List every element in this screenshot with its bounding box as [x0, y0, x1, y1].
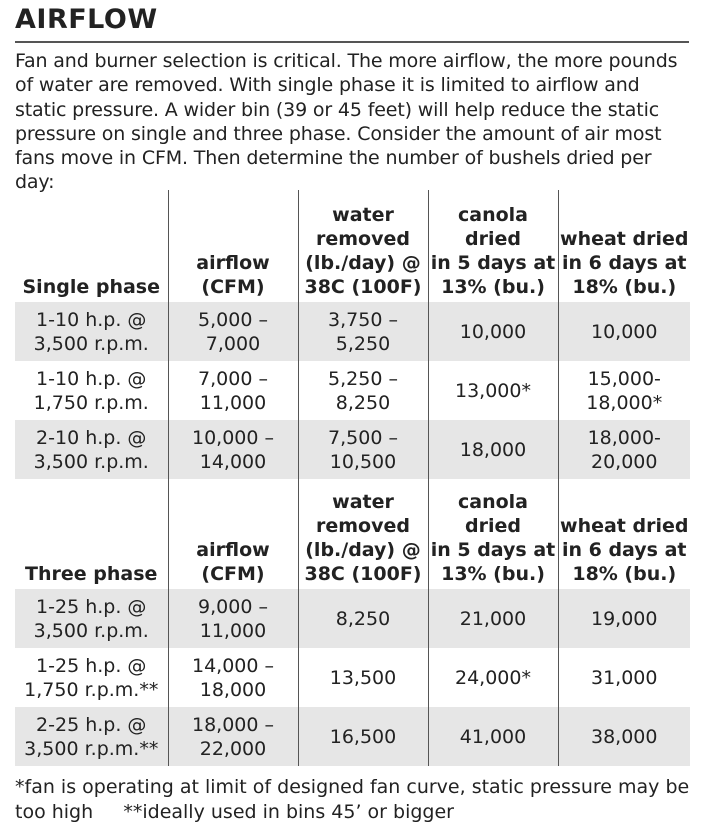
title-rule	[15, 41, 689, 43]
fan-line: 2-25 h.p. @	[36, 713, 147, 736]
water-removed-cell	[298, 361, 428, 420]
wheat-dried-line: 15,000-	[587, 367, 661, 390]
wheat-dried-header-line: in 6 days at	[561, 252, 687, 274]
water-removed-header-line: removed	[316, 515, 410, 537]
water-removed-line: 8,250	[335, 607, 391, 630]
airflow-line: 18,000 –	[191, 713, 275, 736]
fan-line: 3,500 r.p.m.	[33, 450, 149, 473]
water-removed-header	[298, 479, 428, 589]
fan-line: 3,500 r.p.m.**	[24, 737, 159, 760]
wheat-dried-cell	[558, 302, 690, 361]
canola-dried-line: 13,000*	[455, 379, 531, 402]
canola-dried-header	[428, 190, 558, 302]
airflow-cell	[168, 420, 298, 479]
fan-cell	[15, 420, 168, 479]
wheat-dried-line: 38,000	[591, 725, 658, 748]
fan-cell	[15, 589, 168, 648]
fan-line: 1-25 h.p. @	[36, 654, 147, 677]
fan-cell	[15, 302, 168, 361]
canola-dried-line: 24,000*	[455, 666, 531, 689]
table-row	[15, 589, 690, 648]
fan-cell	[15, 648, 168, 707]
airflow-header-line: (CFM)	[201, 563, 265, 585]
water-removed-cell	[298, 648, 428, 707]
airflow-cell	[168, 589, 298, 648]
water-removed-line: 7,500 –	[328, 426, 398, 449]
airflow-cell	[168, 361, 298, 420]
wheat-dried-line: 20,000	[591, 450, 658, 473]
airflow-cell	[168, 707, 298, 766]
table-row	[15, 420, 690, 479]
wheat-dried-line: 19,000	[591, 607, 658, 630]
canola-dried-header-line: in 5 days at	[430, 539, 556, 561]
footnote: *fan is operating at limit of designed fan curve, static pressure may be too high **ideally used in bins 45’ or bigger	[15, 776, 696, 823]
water-removed-cell	[298, 302, 428, 361]
fan-line: 1-10 h.p. @	[36, 367, 147, 390]
canola-dried-cell	[428, 589, 558, 648]
fan-cell	[15, 707, 168, 766]
airflow-header	[168, 190, 298, 302]
wheat-dried-cell	[558, 361, 690, 420]
canola-dried-cell	[428, 648, 558, 707]
wheat-dried-header	[558, 479, 690, 589]
airflow-line: 18,000	[199, 678, 267, 701]
water-removed-header	[298, 190, 428, 302]
wheat-dried-line: 31,000	[591, 666, 658, 689]
airflow-header-line: airflow	[196, 252, 270, 274]
airflow-line: 5,000 –	[198, 308, 268, 331]
water-removed-header-line: 38C (100F)	[304, 276, 422, 298]
water-removed-line: 13,500	[329, 666, 397, 689]
water-removed-cell	[298, 707, 428, 766]
water-removed-cell	[298, 420, 428, 479]
single_phase-label: Single phase	[22, 276, 160, 298]
airflow-table	[15, 190, 690, 766]
wheat-dried-header-line: 18% (bu.)	[572, 563, 677, 585]
airflow-cell	[168, 302, 298, 361]
water-removed-header-line: 38C (100F)	[304, 563, 422, 585]
fan-line: 1,750 r.p.m.	[33, 391, 149, 414]
airflow-line: 22,000	[199, 737, 267, 760]
fan-line: 3,500 r.p.m.	[33, 619, 149, 642]
fan-line: 1,750 r.p.m.**	[24, 678, 159, 701]
canola-dried-header-line: 13% (bu.)	[441, 276, 545, 298]
three_phase-label: Three phase	[25, 563, 158, 585]
airflow-line: 7,000	[205, 332, 261, 355]
canola-dried-cell	[428, 361, 558, 420]
canola-dried-header-line: canola dried	[458, 204, 528, 250]
single_phase-header-row	[15, 190, 690, 302]
airflow-line: 14,000 –	[191, 654, 275, 677]
canola-dried-line: 18,000	[459, 438, 527, 461]
canola-dried-header-line: in 5 days at	[430, 252, 556, 274]
wheat-dried-cell	[558, 420, 690, 479]
wheat-dried-cell	[558, 707, 690, 766]
table-row	[15, 361, 690, 420]
canola-dried-cell	[428, 707, 558, 766]
wheat-dried-header-line: wheat dried	[560, 515, 689, 537]
table-row	[15, 707, 690, 766]
airflow-header-line: (CFM)	[201, 276, 265, 298]
intro-paragraph: Fan and burner selection is critical. The more airflow, the more pounds of water are removed. With single phase it is limited to airflow and static pressure. A wider bin (39 or 45 feet) will help reduce the static pressure on single and three phase. Consider the amount of air most fans move in CFM. Then determine the number of bushels dried per day:	[15, 50, 678, 194]
canola-dried-line: 21,000	[459, 607, 527, 630]
canola-dried-header-line: 13% (bu.)	[441, 563, 545, 585]
fan-line: 2-10 h.p. @	[36, 426, 147, 449]
wheat-dried-cell	[558, 648, 690, 707]
three_phase-header-row	[15, 479, 690, 589]
canola-dried-line: 10,000	[459, 320, 527, 343]
water-removed-header-line: removed	[316, 228, 410, 250]
water-removed-line: 16,500	[329, 725, 397, 748]
water-removed-header-line: (lb./day) @	[305, 252, 421, 274]
wheat-dried-line: 10,000	[591, 320, 658, 343]
table-row	[15, 302, 690, 361]
canola-dried-cell	[428, 302, 558, 361]
airflow-header-line: airflow	[196, 539, 270, 561]
wheat-dried-header-line: wheat dried	[560, 228, 689, 250]
fan-line: 1-25 h.p. @	[36, 595, 147, 618]
water-removed-header-line: (lb./day) @	[305, 539, 421, 561]
airflow-line: 10,000 –	[191, 426, 275, 449]
water-removed-line: 10,500	[329, 450, 397, 473]
fan-cell	[15, 361, 168, 420]
water-removed-line: 8,250	[335, 391, 391, 414]
canola-dried-header-line: canola dried	[458, 491, 528, 537]
water-removed-line: 5,250	[335, 332, 391, 355]
wheat-dried-header	[558, 190, 690, 302]
section-title: AIRFLOW	[15, 4, 158, 35]
airflow-line: 9,000 –	[198, 595, 268, 618]
airflow-line: 7,000 –	[198, 367, 268, 390]
water-removed-cell	[298, 589, 428, 648]
airflow-line: 11,000	[199, 619, 267, 642]
wheat-dried-header-line: 18% (bu.)	[572, 276, 677, 298]
canola-dried-line: 41,000	[459, 725, 527, 748]
airflow-line: 11,000	[199, 391, 267, 414]
airflow-header	[168, 479, 298, 589]
water-removed-header-line: water	[332, 491, 394, 513]
canola-dried-cell	[428, 420, 558, 479]
fan-line: 1-10 h.p. @	[36, 308, 147, 331]
water-removed-line: 3,750 –	[328, 308, 398, 331]
airflow-line: 14,000	[199, 450, 267, 473]
fan-line: 3,500 r.p.m.	[33, 332, 149, 355]
wheat-dried-header-line: in 6 days at	[561, 539, 687, 561]
airflow-cell	[168, 648, 298, 707]
wheat-dried-line: 18,000*	[586, 391, 663, 414]
water-removed-header-line: water	[332, 204, 394, 226]
water-removed-line: 5,250 –	[328, 367, 398, 390]
table-row	[15, 648, 690, 707]
wheat-dried-cell	[558, 589, 690, 648]
canola-dried-header	[428, 479, 558, 589]
wheat-dried-line: 18,000-	[587, 426, 661, 449]
